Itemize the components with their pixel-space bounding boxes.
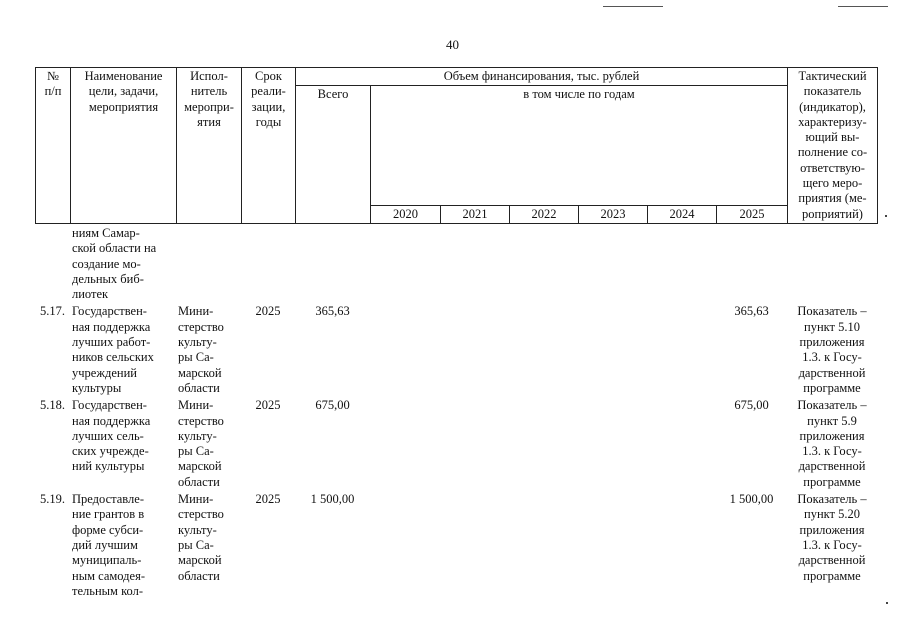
scan-artifact-dot — [886, 602, 888, 604]
row-2025: 675,00 — [734, 398, 769, 413]
row-2023 — [578, 491, 647, 601]
row-num: 5.17. — [40, 304, 65, 319]
row-2022 — [509, 491, 578, 601]
row-total: 365,63 — [315, 304, 350, 319]
header-executor: Испол- нитель меропри- ятия — [177, 68, 242, 224]
header-by-years: в том числе по годам — [371, 86, 788, 205]
table-body — [35, 225, 877, 601]
header-term: Срок реали- зации, годы — [242, 68, 296, 224]
scan-artifact-line — [838, 6, 888, 7]
row-name: Государствен- ная поддержка лучших работ- ников сельских учреждений культуры — [72, 304, 154, 395]
row-2023 — [578, 303, 647, 397]
header-name: Наименование цели, задачи, мероприятия — [71, 68, 177, 224]
row-2021 — [440, 397, 509, 491]
header-year-2021: 2021 — [441, 205, 510, 223]
row-executor: Мини- стерство культу- ры Са- марской области — [178, 304, 224, 395]
header-indicator: Тактический показатель (индикатор), характеризу- ющий вы- полнение со- ответствую- щего меро- приятия (ме- роприятий) — [788, 68, 878, 224]
row-name: Государствен- ная поддержка лучших сель- ских учрежде- ний культуры — [72, 398, 151, 474]
row-executor: Мини- стерство культу- ры Са- марской области — [178, 398, 224, 489]
row-2024 — [647, 303, 716, 397]
row-indicator: Показатель – пункт 5.10 приложения 1.3. к Госу- дарственной программе — [797, 304, 867, 395]
row-indicator: Показатель – пункт 5.9 приложения 1.3. к Госу- дарственной программе — [797, 398, 867, 489]
row-2025: 1 500,00 — [729, 492, 774, 507]
row-2021 — [440, 303, 509, 397]
header-year-2022: 2022 — [510, 205, 579, 223]
header-num: № п/п — [36, 68, 71, 224]
row-2024 — [647, 491, 716, 601]
table-row — [35, 397, 877, 491]
row-total: 675,00 — [315, 398, 350, 413]
row-2020 — [370, 491, 440, 601]
row-name: ниям Самар- ской области на создание мо- дельных биб- лиотек — [72, 226, 157, 302]
row-2022 — [509, 397, 578, 491]
table-row-continuation — [35, 225, 877, 303]
row-2020 — [370, 303, 440, 397]
row-term: 2025 — [255, 398, 281, 413]
row-num: 5.18. — [40, 398, 65, 413]
scan-artifact-line — [603, 6, 663, 7]
row-term: 2025 — [255, 492, 281, 507]
table-header — [35, 67, 878, 224]
page-number: 40 — [446, 37, 459, 52]
table-row — [35, 303, 877, 397]
scan-artifact-dot — [885, 215, 887, 217]
header-year-2020: 2020 — [371, 205, 441, 223]
row-indicator: Показатель – пункт 5.20 приложения 1.3. к Госу- дарственной программе — [797, 492, 867, 583]
header-total: Всего — [296, 86, 371, 224]
row-2024 — [647, 397, 716, 491]
header-financing: Объем финансирования, тыс. рублей — [296, 68, 788, 86]
row-2021 — [440, 491, 509, 601]
row-2023 — [578, 397, 647, 491]
header-year-2023: 2023 — [579, 205, 648, 223]
row-term: 2025 — [255, 304, 281, 319]
row-total: 1 500,00 — [310, 492, 355, 507]
header-year-2025: 2025 — [717, 205, 788, 223]
row-num: 5.19. — [40, 492, 65, 507]
row-name: Предоставле- ние грантов в форме субси- дий лучшим муниципаль- ным самодея- тельным кол- — [72, 492, 145, 598]
row-2020 — [370, 397, 440, 491]
row-2022 — [509, 303, 578, 397]
header-year-2024: 2024 — [648, 205, 717, 223]
row-executor: Мини- стерство культу- ры Са- марской области — [178, 492, 224, 583]
table-row — [35, 491, 877, 601]
row-2025: 365,63 — [734, 304, 769, 319]
